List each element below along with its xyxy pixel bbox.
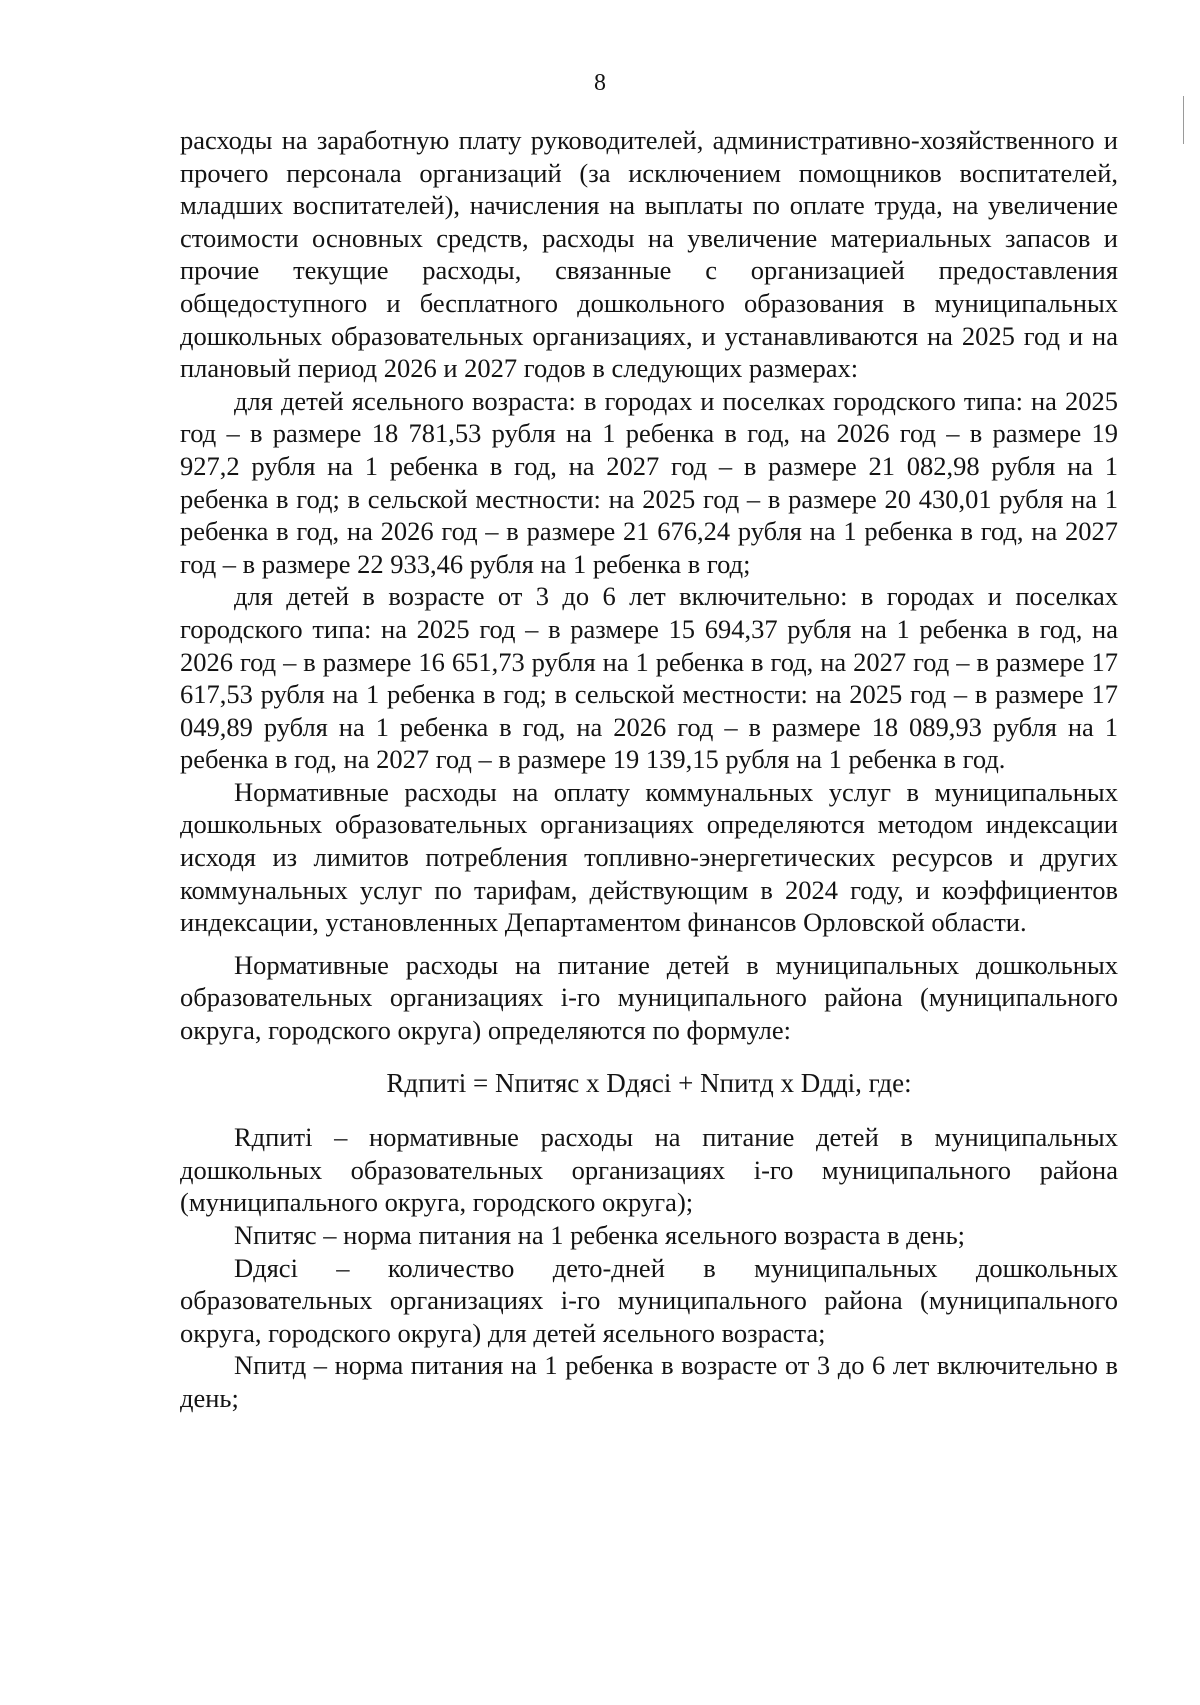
paragraph-expenses-continuation: расходы на заработную плату руководителей, административно-хозяйственного и прочего персонала организаций (за исключением помощников воспитателей, младших воспитателей), начисления на выплаты по оплате труда, на увеличение стоимости основных средств, расходы на увеличение материальных запасов и прочие текущие расходы, связанные с организацией предоставления общедоступного и бесплатного дошкольного образования в муниципальных дошкольных образовательных организациях, и устанавливаются на 2025 год и на плановый период 2026 и 2027 годов в следующих размерах: xyxy=(180,125,1118,384)
definition-rdpit: Rдпитi – нормативные расходы на питание детей в муниципальных дошкольных образовательных организациях i-го муниципального района (муниципального округа, городского округа); xyxy=(180,1122,1118,1218)
formula: Rдпитi = Nпитяс x Dдясi + Nпитд x Dддi, где: xyxy=(386,1067,912,1098)
paragraph-nutrition-expenses: Нормативные расходы на питание детей в муниципальных дошкольных образовательных организациях i-го муниципального района (муниципального округа, городского округа) определяются по формуле: xyxy=(180,949,1118,1046)
document-body xyxy=(180,124,1118,1415)
paragraph-nursery-age-rates: для детей ясельного возраста: в городах и поселках городского типа: на 2025 год – в размере 18 781,53 рубля на 1 ребенка в год, на 2026 год – в размере 19 927,2 рубля на 1 ребенка в год, на 2027 год – в размере 21 082,98 рубля на 1 ребенка в год; в сельской местности: на 2025 год – в размере 20 430,01 рубля на 1 ребенка в год, на 2026 год – в размере 21 676,24 рубля на 1 ребенка в год, на 2027 год – в размере 22 933,46 рубля на 1 ребенка в год; xyxy=(180,385,1118,579)
paragraph-preschool-age-rates: для детей в возрасте от 3 до 6 лет включительно: в городах и поселках городского типа: на 2025 год – в размере 15 694,37 рубля на 1 ребенка в год, на 2026 год – в размере 16 651,73 рубля на 1 ребенка в год, на 2027 год – в размере 17 617,53 рубля на 1 ребенка в год; в сельской местности: на 2025 год – в размере 17 049,89 рубля на 1 ребенка в год, на 2026 год – в размере 18 089,93 рубля на 1 ребенка в год, на 2027 год – в размере 19 139,15 рубля на 1 ребенка в год. xyxy=(180,581,1118,775)
paragraph-utilities-expenses: Нормативные расходы на оплату коммунальных услуг в муниципальных дошкольных образовательных организациях определяются методом индексации исходя из лимитов потребления топливно-энергетических ресурсов и других коммунальных услуг по тарифам, действующим в 2024 году, и коэффициентов индексации, установленных Департаментом финансов Орловской области. xyxy=(180,776,1118,938)
definition-ddyas: Dдясi – количество дето-дней в муниципальных дошкольных образовательных организациях i-го муниципального района (муниципального округа, городского округа) для детей ясельного возраста; xyxy=(180,1252,1118,1348)
scan-edge-mark xyxy=(1183,96,1184,144)
page-number: 8 xyxy=(594,70,606,96)
definition-npityas: Nпитяс – норма питания на 1 ребенка ясельного возраста в день; xyxy=(234,1220,966,1250)
definition-npitd: Nпитд – норма питания на 1 ребенка в возрасте от 3 до 6 лет включительно в день; xyxy=(180,1350,1118,1413)
